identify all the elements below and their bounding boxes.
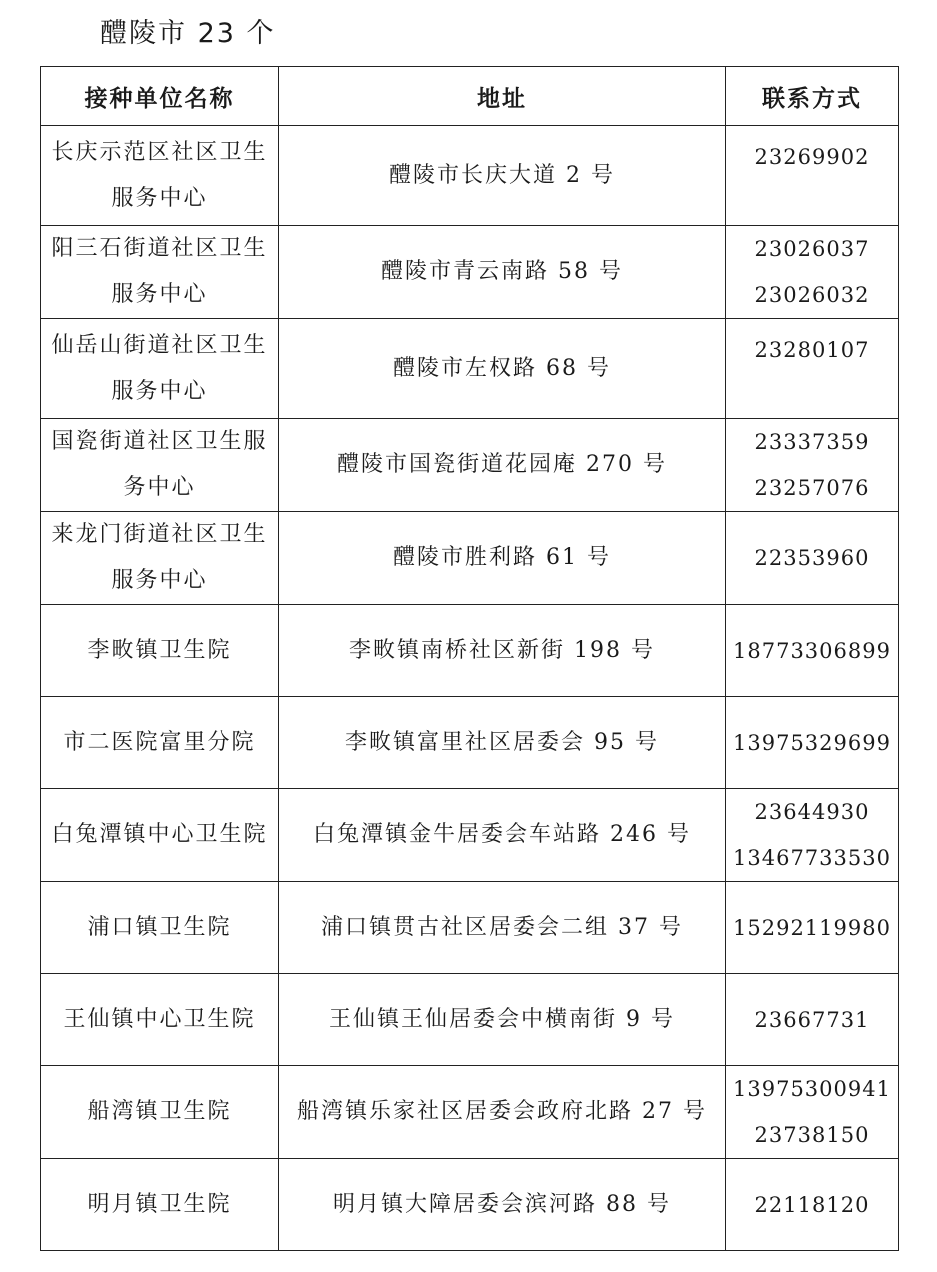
- contact-cell: [726, 605, 899, 697]
- table-row: [41, 605, 899, 697]
- table-row: [41, 419, 899, 512]
- contact-cell: [726, 1066, 899, 1159]
- table-row: [41, 974, 899, 1066]
- phone-number: 22118120: [754, 1192, 870, 1217]
- table-body: [41, 126, 899, 1251]
- phone-number: 13467733530: [733, 846, 891, 870]
- table-row: [41, 789, 899, 882]
- phone-number: 18773306899: [733, 638, 891, 663]
- address-cell: 醴陵市国瓷街道花园庵 270 号: [279, 419, 726, 512]
- table-row: [41, 697, 899, 789]
- contact-cell: [726, 1159, 899, 1251]
- header-contact: 联系方式: [726, 67, 899, 126]
- address-cell: 白兔潭镇金牛居委会车站路 246 号: [279, 789, 726, 882]
- address-cell: 船湾镇乐家社区居委会政府北路 27 号: [279, 1066, 726, 1159]
- phone-number: 23337359: [754, 430, 870, 454]
- table-row: [41, 1159, 899, 1251]
- phone-number: 13975329699: [733, 730, 891, 755]
- unit-name-cell: 李畋镇卫生院: [41, 605, 279, 697]
- phone-number: 23026032: [754, 283, 870, 307]
- phone-number: 23738150: [754, 1123, 870, 1147]
- header-address: 地址: [279, 67, 726, 126]
- address-cell: 醴陵市长庆大道 2 号: [279, 126, 726, 226]
- contact-cell: [726, 697, 899, 789]
- header-row: [41, 67, 899, 126]
- unit-name-cell: 市二医院富里分院: [41, 697, 279, 789]
- address-cell: 李畋镇南桥社区新街 198 号: [279, 605, 726, 697]
- contact-cell: [726, 319, 899, 419]
- page-title: 醴陵市 23 个: [100, 18, 276, 49]
- contact-cell: [726, 126, 899, 226]
- table-row: [41, 126, 899, 226]
- vaccination-sites-table: [40, 66, 899, 1251]
- unit-name-cell: 阳三石街道社区卫生服务中心: [41, 226, 279, 319]
- unit-name-cell: 国瓷街道社区卫生服务中心: [41, 419, 279, 512]
- address-cell: 醴陵市青云南路 58 号: [279, 226, 726, 319]
- contact-cell: [726, 512, 899, 605]
- phone-number: 13975300941: [733, 1077, 891, 1101]
- header-unit-name: 接种单位名称: [41, 67, 279, 126]
- table-row: [41, 1066, 899, 1159]
- address-cell: 明月镇大障居委会滨河路 88 号: [279, 1159, 726, 1251]
- contact-cell: [726, 419, 899, 512]
- unit-name-cell: 明月镇卫生院: [41, 1159, 279, 1251]
- contact-cell: [726, 882, 899, 974]
- address-cell: 醴陵市胜利路 61 号: [279, 512, 726, 605]
- contact-cell: [726, 226, 899, 319]
- phone-number: 15292119980: [733, 915, 891, 940]
- unit-name-cell: 王仙镇中心卫生院: [41, 974, 279, 1066]
- table-row: [41, 882, 899, 974]
- phone-number: 23026037: [754, 237, 870, 261]
- phone-number: 22353960: [754, 546, 870, 570]
- contact-cell: [726, 974, 899, 1066]
- table-row: [41, 512, 899, 605]
- address-cell: 王仙镇王仙居委会中横南街 9 号: [279, 974, 726, 1066]
- contact-cell: [726, 789, 899, 882]
- table-header: [41, 67, 899, 126]
- unit-name-cell: 来龙门街道社区卫生服务中心: [41, 512, 279, 605]
- address-cell: 浦口镇贯古社区居委会二组 37 号: [279, 882, 726, 974]
- phone-number: 23280107: [754, 338, 870, 362]
- phone-number: 23644930: [754, 800, 870, 824]
- phone-number: 23667731: [754, 1007, 870, 1032]
- phone-number: 23269902: [754, 145, 870, 169]
- unit-name-cell: 船湾镇卫生院: [41, 1066, 279, 1159]
- phone-number: 23257076: [754, 476, 870, 500]
- unit-name-cell: 白兔潭镇中心卫生院: [41, 789, 279, 882]
- address-cell: 醴陵市左权路 68 号: [279, 319, 726, 419]
- unit-name-cell: 浦口镇卫生院: [41, 882, 279, 974]
- address-cell: 李畋镇富里社区居委会 95 号: [279, 697, 726, 789]
- table-row: [41, 226, 899, 319]
- unit-name-cell: 仙岳山街道社区卫生服务中心: [41, 319, 279, 419]
- table-row: [41, 319, 899, 419]
- unit-name-cell: 长庆示范区社区卫生服务中心: [41, 126, 279, 226]
